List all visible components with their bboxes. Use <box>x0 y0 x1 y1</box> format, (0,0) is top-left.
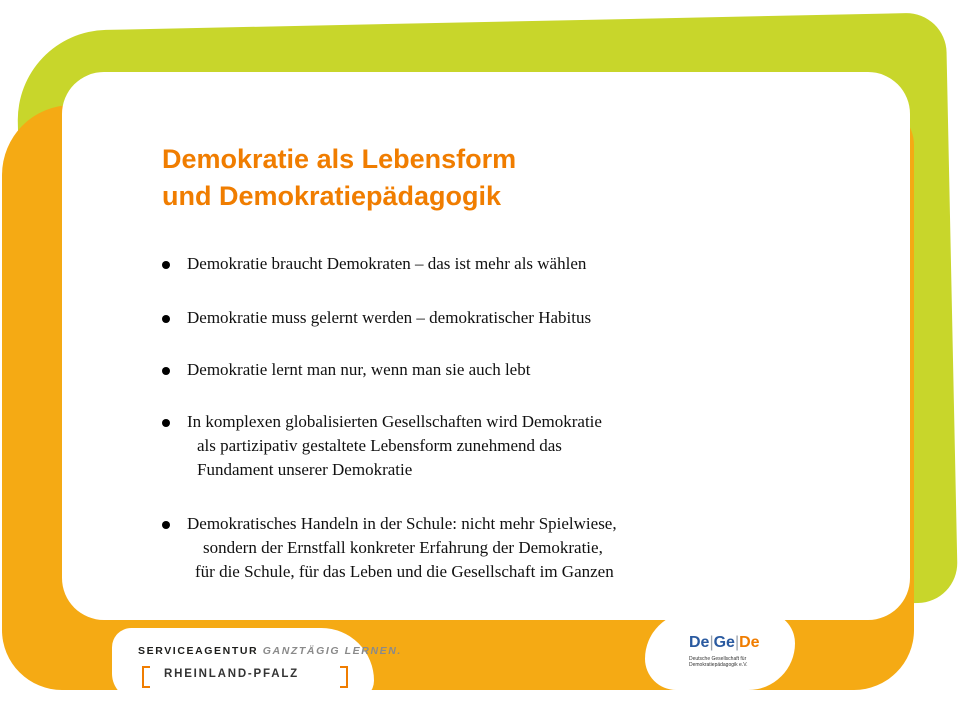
bullet-item <box>162 512 617 584</box>
bullet-dot-icon <box>162 521 170 529</box>
degede-subtitle: Deutsche Gesellschaft für Demokratiepädagogik e.V. <box>689 656 748 668</box>
serviceagentur-logo <box>112 628 402 700</box>
bullet-text: Demokratie lernt man nur, wenn man sie auch lebt <box>187 360 531 379</box>
degede-part-1: De <box>689 634 710 651</box>
bullet-item <box>162 410 602 482</box>
serviceagentur-logo-line-1 <box>138 645 402 657</box>
degede-part-2: Ge <box>713 634 735 651</box>
bullet-text-continuation: als partizipativ gestaltete Lebensform zunehmend das <box>197 436 562 455</box>
bullet-dot-icon <box>162 315 170 323</box>
serviceagentur-logo-line-2 <box>142 666 348 686</box>
slide-title-line-1: Demokratie als Lebensform <box>162 144 517 174</box>
slide-title <box>162 141 516 215</box>
slide-title-line-2: und Demokratiepädagogik <box>162 181 502 211</box>
degede-separator: | <box>734 634 740 651</box>
bullet-text-continuation: Fundament unserer Demokratie <box>197 460 413 479</box>
degede-separator: | <box>709 634 714 651</box>
serviceagentur-region: RHEINLAND-PFALZ <box>164 668 299 680</box>
left-bracket-icon <box>142 666 150 688</box>
bullet-text-continuation: sondern der Ernstfall konkreter Erfahrung der Demokratie, <box>203 538 603 557</box>
bullet-dot-icon <box>162 419 170 427</box>
bullet-item <box>162 252 586 276</box>
bullet-text-continuation: für die Schule, für das Leben und die Gesellschaft im Ganzen <box>195 562 614 581</box>
bullet-item <box>162 306 591 330</box>
serviceagentur-name: SERVICEAGENTUR <box>138 645 263 657</box>
bullet-dot-icon <box>162 261 170 269</box>
bullet-item <box>162 358 530 382</box>
bullet-text: Demokratisches Handeln in der Schule: nicht mehr Spielwiese, <box>187 514 617 533</box>
degede-part-3: De <box>739 634 760 651</box>
right-bracket-icon <box>340 666 348 688</box>
degede-logo <box>645 612 795 690</box>
bullet-text: In komplexen globalisierten Gesellschaften wird Demokratie <box>187 412 602 431</box>
bullet-dot-icon <box>162 367 170 375</box>
degede-logo-wordmark <box>689 634 760 652</box>
bullet-text: Demokratie muss gelernt werden – demokratischer Habitus <box>187 308 592 327</box>
bullet-text: Demokratie braucht Demokraten – das ist mehr als wählen <box>187 254 587 273</box>
serviceagentur-tagline: GANZTÄGIG LERNEN. <box>262 645 402 657</box>
